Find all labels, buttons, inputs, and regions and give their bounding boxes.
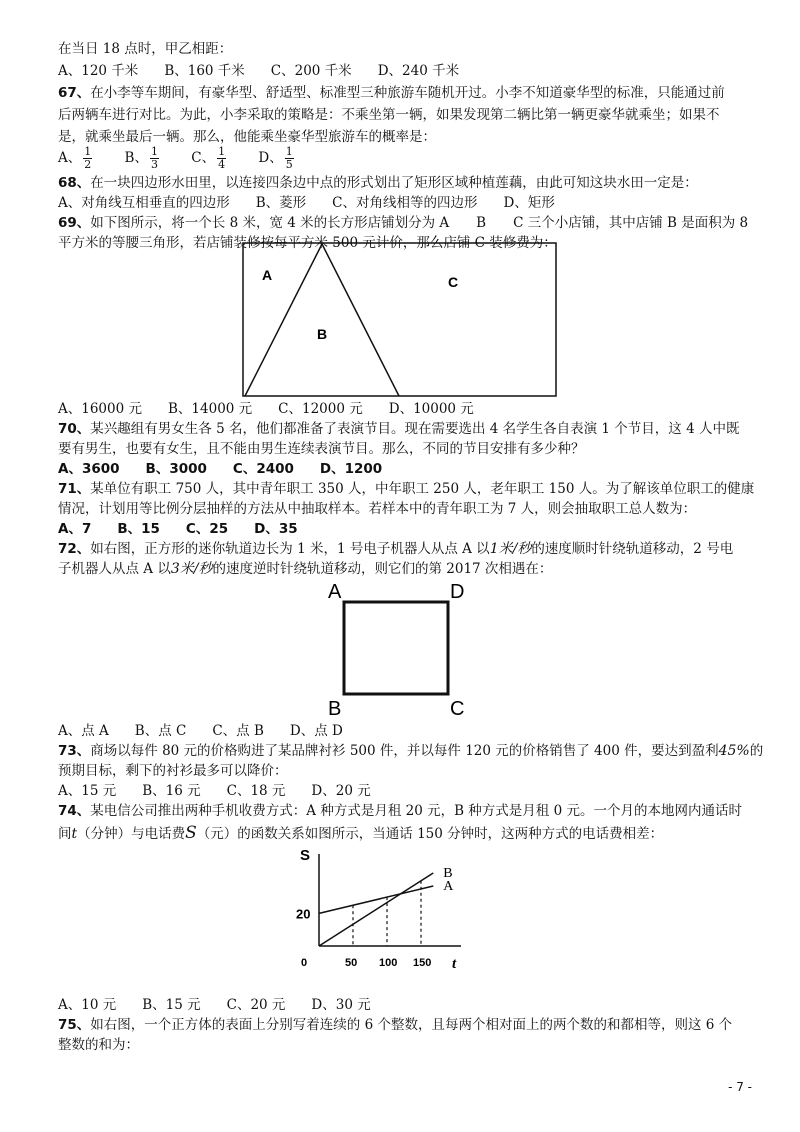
label-b: B [317, 326, 328, 342]
x-tick-label: 150 [413, 957, 432, 969]
question-text: 是，就乘坐最后一辆。那么，他能乘坐豪华型旅游车的概率是： [58, 129, 436, 145]
q72-options [58, 722, 369, 740]
question-text: 某单位有职工 750 人，其中青年职工 350 人，中年职工 250 人，老年职工 150 人。为了解该单位职工的健康 [90, 481, 755, 497]
question-number: 73、 [58, 743, 91, 759]
option-c[interactable]: C、12000 元 [278, 401, 363, 417]
option-b[interactable]: B、菱形 [255, 195, 307, 211]
y-axis-label: S [300, 847, 311, 864]
option-b[interactable]: B、14000 元 [168, 401, 253, 417]
question-number: 69、 [58, 215, 91, 231]
q74-options [58, 996, 397, 1014]
q71-options [58, 520, 324, 538]
option-d[interactable]: D、35 [254, 521, 298, 537]
question-number: 72、 [58, 541, 91, 557]
variable-t: t [71, 826, 78, 842]
q73-options [58, 782, 397, 800]
option-b[interactable]: B、16 元 [142, 783, 201, 799]
vertex-c: C [450, 698, 465, 718]
q70-options [58, 460, 408, 478]
q69-options [58, 400, 500, 418]
question-text: 整数的和为： [58, 1037, 139, 1053]
question-text: 子机器人从点 A 以 [58, 561, 171, 577]
square-track [344, 602, 448, 694]
option-a[interactable]: A、点 A [58, 723, 109, 739]
q74-line-2 [58, 824, 663, 843]
vertex-d: D [450, 581, 465, 603]
option-c[interactable]: C、点 B [212, 723, 264, 739]
question-text: 在当日 18 点时，甲乙相距： [58, 41, 233, 57]
question-text: 如右图，正方形的迷你轨道边长为 1 米，1 号电子机器人从点 A 以 [90, 541, 490, 557]
question-text: 平方米的等腰三角形，若店铺装修按每平方米 500 元计价，那么店铺 C 装修费为： [58, 235, 557, 251]
option-d[interactable]: D、点 D [289, 723, 343, 739]
question-text: 间 [58, 826, 72, 842]
option-a[interactable]: A、10 元 [58, 997, 117, 1013]
option-a[interactable]: A、3600 [58, 461, 120, 477]
question-text: 某电信公司推出两种手机收费方式：A 种方式是月租 20 元，B 种方式是月租 0 元。一个月的本地网内通话时 [90, 803, 742, 819]
q67-line-3 [58, 128, 436, 146]
option-a[interactable]: A、16000 元 [58, 401, 142, 417]
vertex-b: B [328, 698, 342, 718]
question-text: 情况，计划用等比例分层抽样的方法从中抽取样本。若样本中的青年职工为 7 人，则会抽取职工总人数为： [58, 501, 697, 517]
question-text: 后两辆车进行对比。为此，小李采取的策略是：不乘坐第一辆，如果发现第二辆比第一辆更豪华就乘坐；如果不 [58, 107, 720, 123]
question-number: 70、 [58, 421, 91, 437]
option-d[interactable]: D、10000 元 [388, 401, 474, 417]
speed-1: 1米/秒 [489, 541, 532, 557]
x-tick-label: 100 [379, 957, 398, 969]
fraction: $\frac{1}{3}$ [150, 145, 158, 171]
question-text: 商场以每件 80 元的价格购进了某品牌衬衫 500 件，并以每件 120 元的价格销售了 400 件，要达到盈利 [90, 743, 719, 759]
q67-options [58, 146, 322, 170]
q73-line-1 [58, 742, 763, 760]
page-number: - 7 - [728, 1080, 752, 1094]
y-tick-label: 20 [296, 906, 311, 922]
option-b[interactable]: B、 $\frac{1}{3}$ [124, 145, 158, 171]
option-c[interactable]: C、200 千米 [270, 63, 352, 79]
label-a: A [262, 267, 273, 283]
option-a[interactable]: A、 $\frac{1}{2}$ [58, 145, 92, 171]
vertex-a: A [328, 581, 342, 603]
question-text: 在小李等车期间，有豪华型、舒适型、标准型三种旅游车随机开过。小李不知道豪华型的标准，只能通过前 [90, 85, 725, 101]
x-axis-label: t [452, 956, 457, 972]
option-b[interactable]: B、点 C [134, 723, 187, 739]
speed-2: 3米/秒 [170, 561, 213, 577]
q69-line-1 [58, 214, 748, 232]
question-number: 75、 [58, 1017, 91, 1033]
fraction: $\frac{1}{4}$ [218, 145, 226, 171]
question-text: 在一块四边形水田里，以连接四条边中点的形式划出了矩形区域种植莲藕，由此可知这块水田一定是： [90, 175, 698, 191]
q70-line-1 [58, 420, 739, 438]
q66-options [58, 62, 485, 80]
option-d[interactable]: D、矩形 [503, 195, 555, 211]
text-line [58, 40, 232, 58]
q68-options [58, 194, 581, 212]
series-label-a: A [443, 879, 454, 895]
fee-function-chart [286, 842, 486, 976]
square-track-figure [320, 578, 470, 718]
q72-line-1 [58, 540, 733, 558]
question-number: 68、 [58, 175, 91, 191]
question-text: 某兴趣组有男女生各 5 名，他们都准备了表演节目。现在需要选出 4 名学生各自表演 1 个节目，这 4 人中既 [90, 421, 740, 437]
option-c[interactable]: C、2400 [232, 461, 294, 477]
option-b[interactable]: B、160 千米 [164, 63, 245, 79]
x-tick-label: 0 [301, 957, 308, 969]
option-c[interactable]: C、 $\frac{1}{4}$ [191, 145, 226, 171]
q74-line-1 [58, 802, 742, 820]
option-d[interactable]: D、1200 [319, 461, 383, 477]
question-number: 67、 [58, 85, 91, 101]
question-text: （元）的函数关系如图所示，当通话 150 分钟时，这两种方式的电话费相差： [196, 826, 664, 842]
option-c[interactable]: C、18 元 [226, 783, 286, 799]
option-a[interactable]: A、15 元 [58, 783, 117, 799]
question-text: 的速度顺时针绕轨道移动，2 号电 [531, 541, 734, 557]
q75-line-2 [58, 1036, 139, 1054]
profit-percent: 45% [718, 743, 750, 759]
question-text: 预期目标，剩下的衬衫最多可以降价： [58, 763, 288, 779]
q67-line-2 [58, 106, 720, 124]
option-d[interactable]: D、240 千米 [377, 63, 460, 79]
x-tick-label: 50 [345, 957, 358, 969]
shop-rectangle [243, 243, 556, 396]
q72-line-2 [58, 560, 552, 578]
option-b[interactable]: B、15 元 [142, 997, 201, 1013]
option-a[interactable]: A、对角线互相垂直的四边形 [58, 195, 230, 211]
option-a[interactable]: A、120 千米 [58, 63, 139, 79]
question-text: 如右图，一个正方体的表面上分别写着连续的 6 个整数，且每两个相对面上的两个数的和都相等，则这 6 个 [90, 1017, 733, 1033]
fraction: $\frac{1}{2}$ [84, 145, 92, 171]
question-text: 要有男生，也要有女生，且不能由男生连续表演节目。那么，不同的节目安排有多少种？ [58, 441, 585, 457]
q75-line-1 [58, 1016, 732, 1034]
series-label-b: B [443, 865, 453, 881]
label-c: C [448, 274, 459, 290]
variable-s: S [185, 823, 197, 843]
question-text: 如下图所示，将一个长 8 米，宽 4 米的长方形店铺划分为 A B C 三个小店铺，其中店铺 B 是面积为 8 [90, 215, 749, 231]
question-text: 的速度逆时针绕轨道移动，则它们的第 2017 次相遇在： [212, 561, 553, 577]
q67-line-1 [58, 84, 725, 102]
option-d[interactable]: D、30 元 [311, 997, 371, 1013]
option-b[interactable]: B、3000 [145, 461, 207, 477]
option-c[interactable]: C、25 [185, 521, 229, 537]
q73-line-2 [58, 762, 288, 780]
option-d[interactable]: D、20 元 [311, 783, 371, 799]
q71-line-2 [58, 500, 696, 518]
q71-line-1 [58, 480, 754, 498]
option-c[interactable]: C、对角线相等的四边形 [332, 195, 478, 211]
question-number: 74、 [58, 803, 91, 819]
fraction: $\frac{1}{5}$ [285, 145, 293, 171]
shop-division-figure [242, 242, 558, 398]
option-c[interactable]: C、20 元 [226, 997, 286, 1013]
q68-line-1 [58, 174, 698, 192]
question-text: （分钟）与电话费 [77, 826, 186, 842]
question-number: 71、 [58, 481, 91, 497]
question-text: 的 [749, 743, 764, 759]
q70-line-2 [58, 440, 585, 458]
option-d[interactable]: D、 $\frac{1}{5}$ [258, 145, 293, 171]
option-b[interactable]: B、15 [117, 521, 160, 537]
option-a[interactable]: A、7 [58, 521, 92, 537]
